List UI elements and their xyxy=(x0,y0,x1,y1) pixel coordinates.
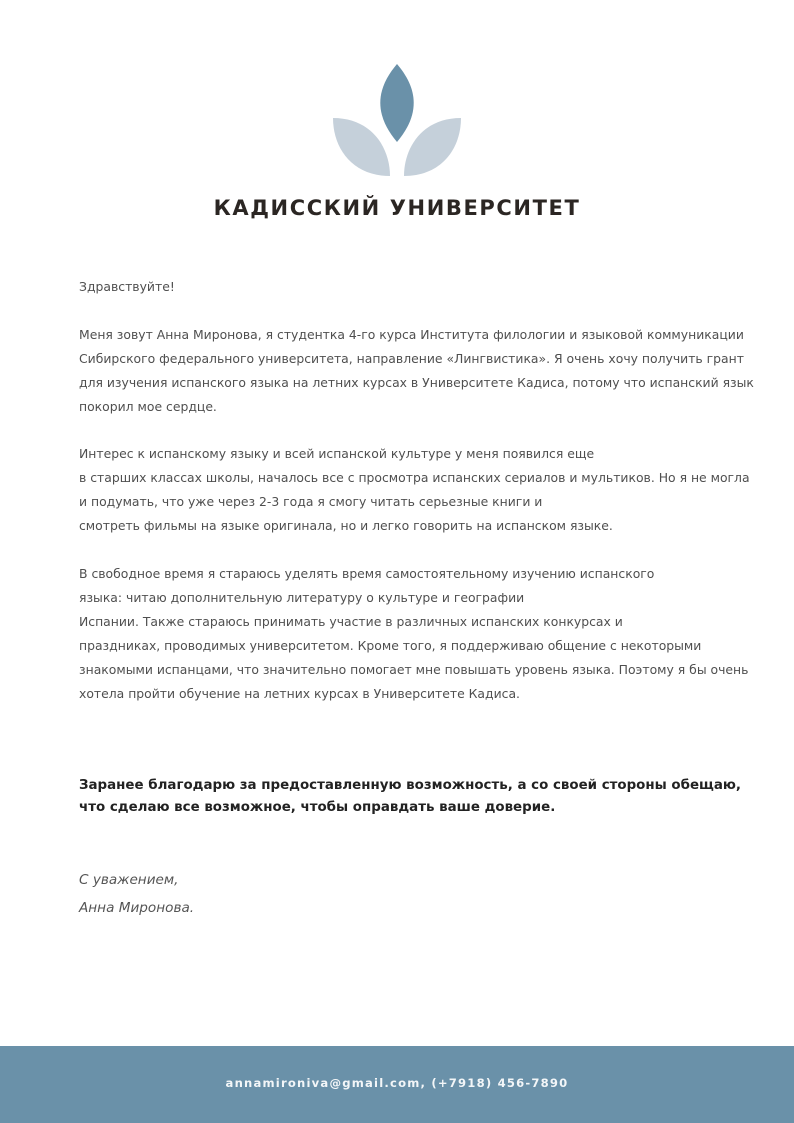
signature-name: Анна Миронова. xyxy=(79,900,195,916)
text-line: Сибирского федерального университета, направление «Лингвистика». Я очень хочу получить грант xyxy=(79,351,744,366)
center-leaf xyxy=(380,64,413,142)
right-leaf xyxy=(404,118,461,176)
signoff-line: С уважением, xyxy=(79,872,179,888)
text-line: смотреть фильмы на языке оригинала, но и легко говорить на испанском языке. xyxy=(79,518,613,533)
text-line: праздниках, проводимых университетом. Кроме того, я поддерживаю общение с некоторыми xyxy=(79,638,702,653)
greeting-line: Здравствуйте! xyxy=(79,279,175,294)
text-line: и подумать, что уже через 2-3 года я смогу читать серьезные книги и xyxy=(79,494,543,509)
footer-bar xyxy=(0,1046,794,1123)
left-leaf xyxy=(333,118,390,176)
text-line: языка: читаю дополнительную литературу о культуре и географии xyxy=(79,590,525,605)
lotus-leaves-icon xyxy=(330,62,464,180)
footer-contact: annamironiva@gmail.com, (+7918) 456-7890 xyxy=(225,1076,569,1090)
text-line: в старших классах школы, началось все с просмотра испанских сериалов и мультиков. Но я не могла xyxy=(79,470,750,485)
closing-line: что сделаю все возможное, чтобы оправдать ваше доверие. xyxy=(79,800,556,815)
signature-block xyxy=(79,866,194,922)
university-title: КАДИССКИЙ УНИВЕРСИТЕТ xyxy=(213,196,581,220)
text-line: знакомыми испанцами, что значительно помогает мне повышать уровень языка. Поэтому я бы очень xyxy=(79,662,749,677)
text-line: Меня зовут Анна Миронова, я студентка 4-го курса Института филологии и языковой коммуникации xyxy=(79,327,744,342)
paragraph-2 xyxy=(79,442,750,538)
text-line: Интерес к испанскому языку и всей испанской культуре у меня появился еще xyxy=(79,446,595,461)
closing-statement xyxy=(79,775,739,819)
paragraph-3 xyxy=(79,562,749,706)
greeting xyxy=(79,275,739,299)
text-line: покорил мое сердце. xyxy=(79,399,217,414)
paragraph-1 xyxy=(79,323,754,419)
text-line: для изучения испанского языка на летних курсах в Университете Кадиса, потому что испанский язык xyxy=(79,375,754,390)
text-line: В свободное время я стараюсь уделять время самостоятельному изучению испанского xyxy=(79,566,655,581)
closing-line: Заранее благодарю за предоставленную возможность, а со своей стороны обещаю, xyxy=(79,778,741,793)
text-line: хотела пройти обучение на летних курсах в Университете Кадиса. xyxy=(79,686,520,701)
text-line: Испании. Также стараюсь принимать участие в различных испанских конкурсах и xyxy=(79,614,623,629)
